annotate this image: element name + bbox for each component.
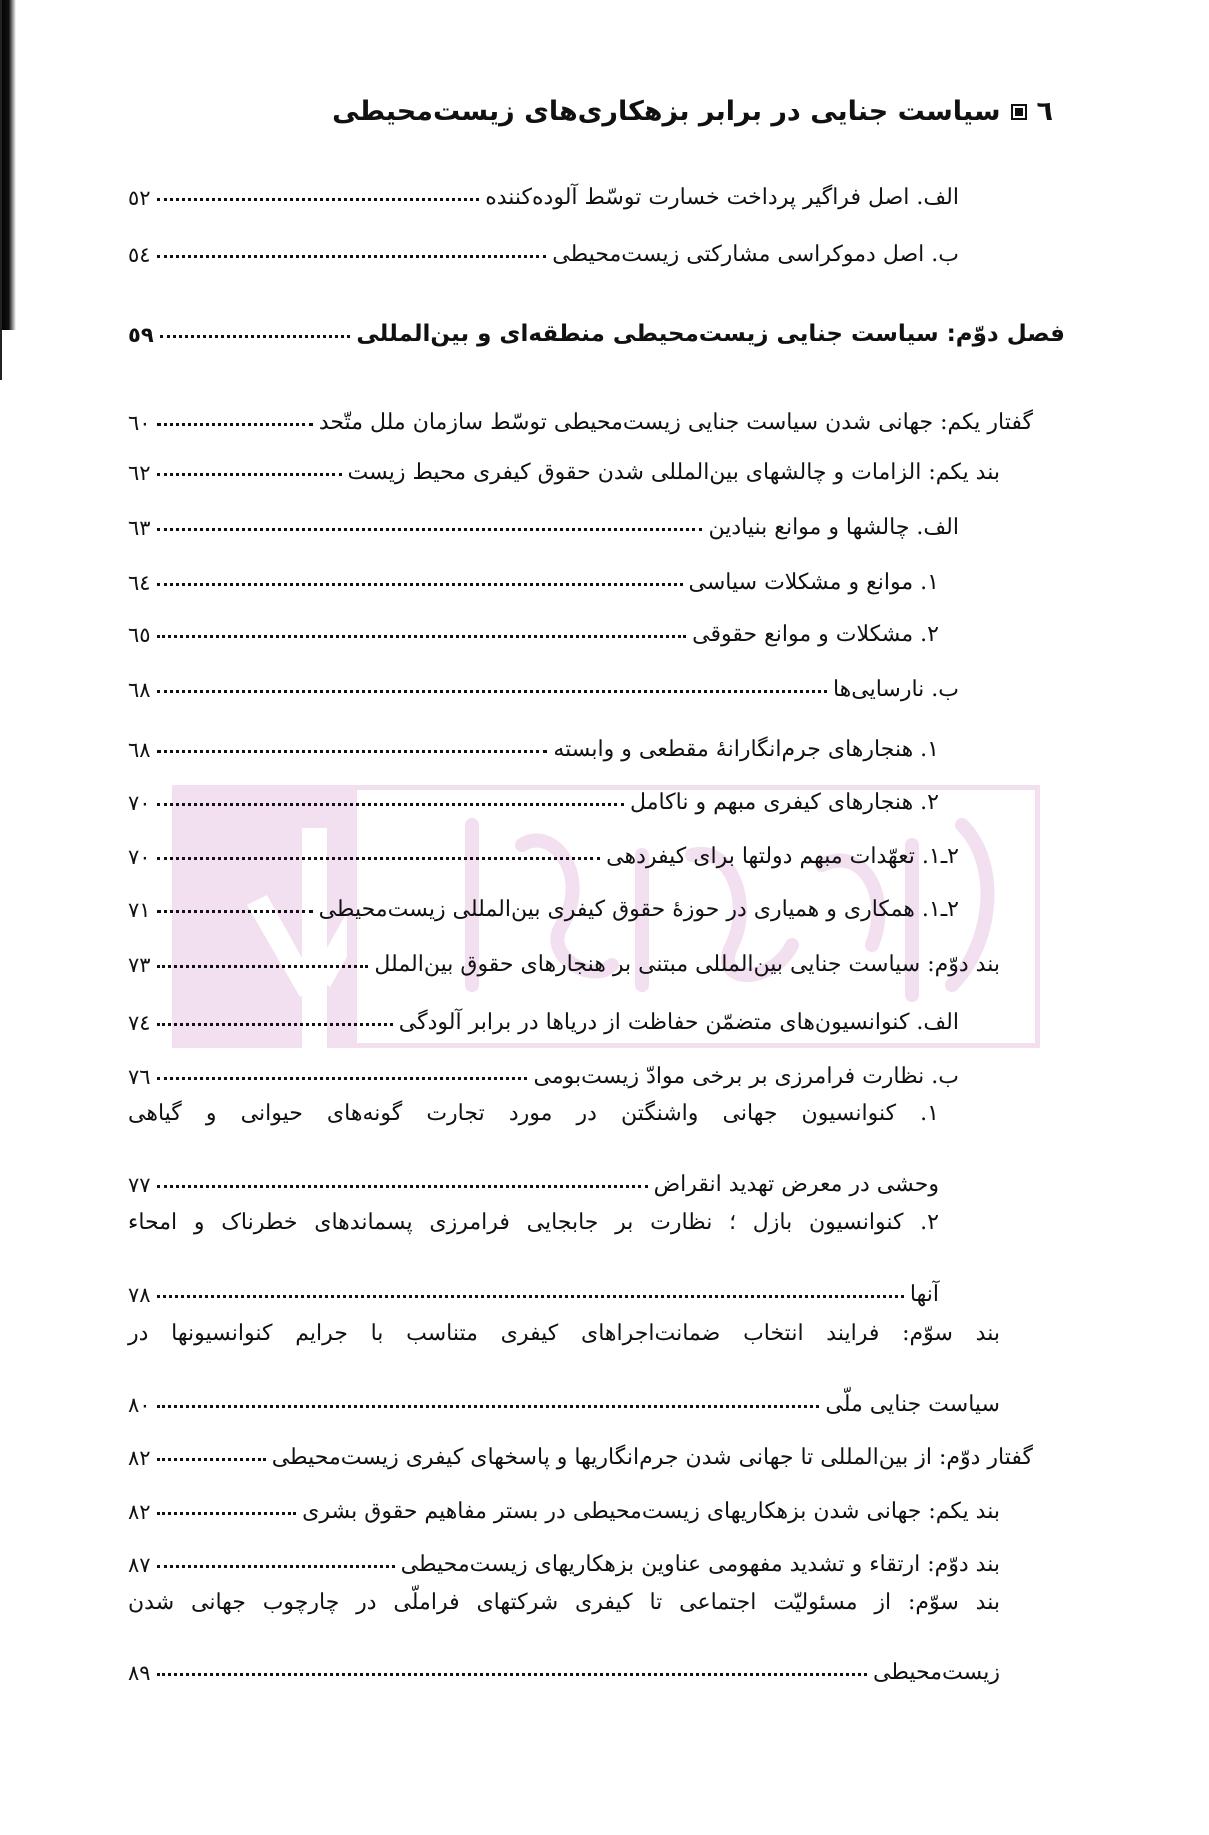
- running-header: [332, 96, 1053, 127]
- toc-entry-title: ٢. هنجارهای کیفری مبهم و ناکامل: [630, 790, 939, 815]
- toc-entry-title: ٢ـ١. همکاری و همیاری در حوزۀ حقوق کیفری بین‌المللی زیست‌محیطی: [318, 897, 959, 922]
- toc-entry-title: ١. موانع و مشکلات سیاسی: [688, 570, 939, 595]
- toc-entry-page: ٧٠: [128, 791, 151, 815]
- header-title: سیاست جنایی در برابر بزهکاری‌های زیست‌محیطی: [332, 96, 1001, 127]
- toc-entry-line1[interactable]: بند سوّم: از مسئولیّت اجتماعی تا کیفری شرکتهای فراملّی در چارچوب جهانی شدن: [128, 1590, 1000, 1615]
- toc-entry-title: گفتار دوّم: از بین‌المللی تا جهانی شدن جرم‌انگاریها و پاسخهای کیفری زیست‌محیطی: [271, 1445, 1033, 1470]
- dot-leader: [157, 750, 548, 753]
- toc-entry-page: ٧١: [128, 898, 151, 922]
- toc-entry-title: ب. نظارت فرامرزی بر برخی موادّ زیست‌بومی: [533, 1064, 959, 1089]
- dot-leader: [157, 473, 342, 476]
- scan-edge-shadow: [0, 0, 16, 330]
- toc-entry-page: ٦٠: [128, 411, 151, 435]
- toc-entry[interactable]: [128, 933, 1000, 977]
- toc-entry[interactable]: [128, 223, 959, 267]
- toc-entry[interactable]: [128, 825, 959, 869]
- toc-entry[interactable]: [128, 878, 959, 922]
- toc-entry-page: ٨٢: [128, 1446, 151, 1470]
- toc-entry[interactable]: [128, 1641, 1000, 1685]
- toc-entry-title: فصل دوّم: سیاست جنایی زیست‌محیطی منطقه‌ای و بین‌المللی: [356, 321, 1065, 347]
- toc-entry-page: ٧٧: [128, 1173, 151, 1197]
- toc-entry[interactable]: [128, 551, 939, 595]
- toc-entry-title: ب. نارسایی‌ها: [832, 677, 959, 702]
- toc-entry-page: ٨٩: [128, 1661, 151, 1685]
- dot-leader: [157, 1565, 395, 1568]
- dot-leader: [157, 1077, 528, 1080]
- toc-entry-page: ٧٨: [128, 1283, 151, 1307]
- square-bullet-icon: [1011, 104, 1027, 120]
- toc-entry-page: ٥٩: [128, 323, 154, 347]
- toc-entry-title: بند دوّم: سیاست جنایی بین‌المللی مبتنی بر هنجارهای حقوق بین‌الملل: [374, 952, 1000, 977]
- toc-entry[interactable]: [128, 658, 959, 702]
- toc-entry-title: آنها: [909, 1282, 939, 1307]
- dot-leader: [157, 1405, 820, 1408]
- toc-entry-title: بند یکم: الزامات و چالشهای بین‌المللی شدن حقوق کیفری محیط زیست: [347, 460, 1000, 485]
- toc-entry[interactable]: [128, 1153, 939, 1197]
- toc-entry[interactable]: [128, 1480, 1000, 1524]
- dot-leader: [157, 1295, 904, 1298]
- dot-leader: [157, 690, 827, 693]
- toc-entry-title: ب. اصل دموکراسی مشارکتی زیست‌محیطی: [552, 242, 959, 267]
- toc-entry[interactable]: [128, 441, 1000, 485]
- toc-entry-title: ٢. مشکلات و موانع حقوقی: [692, 622, 939, 647]
- toc-entry-title: الف. اصل فراگیر پرداخت خسارت توسّط آلوده‌کننده: [485, 185, 959, 210]
- dot-leader: [160, 335, 351, 338]
- toc-entry[interactable]: [128, 391, 1033, 435]
- toc-entry[interactable]: [128, 496, 959, 540]
- dot-leader: [157, 635, 687, 638]
- scan-edge-line: [0, 0, 2, 380]
- toc-entry[interactable]: [128, 1533, 1000, 1577]
- toc-entry-line1[interactable]: بند سوّم: فرایند انتخاب ضمانت‌اجراهای کیفری متناسب با جرایم کنوانسیونها در: [128, 1321, 1000, 1346]
- dot-leader: [157, 1185, 648, 1188]
- toc-entry[interactable]: [128, 1426, 1033, 1470]
- toc-entry[interactable]: [128, 603, 939, 647]
- toc-entry-page: ٧٤: [128, 1011, 151, 1035]
- dot-leader: [157, 255, 547, 258]
- toc-entry-page: ٨٢: [128, 1500, 151, 1524]
- toc-entry-title: وحشی در معرض تهدید انقراض: [653, 1172, 939, 1197]
- dot-leader: [157, 1673, 867, 1676]
- dot-leader: [157, 803, 624, 806]
- toc-entry-page: ٥٢: [128, 186, 151, 210]
- toc-entry[interactable]: [128, 1263, 939, 1307]
- dot-leader: [157, 857, 601, 860]
- toc-entry-page: ٦٢: [128, 461, 151, 485]
- toc-entry-page: ٧٣: [128, 953, 151, 977]
- toc-entry[interactable]: [128, 1045, 959, 1089]
- toc-entry-title: بند دوّم: ارتقاء و تشدید مفهومی عناوین بزهکاریهای زیست‌محیطی: [400, 1552, 1000, 1577]
- toc-entry[interactable]: [128, 718, 939, 762]
- toc-entry-page: ٥٤: [128, 243, 151, 267]
- toc-entry-line1[interactable]: ١. کنوانسیون جهانی واشنگتن در مورد تجارت گونه‌های حیوانی و گیاهی: [128, 1101, 939, 1126]
- toc-entry-line1[interactable]: ٢. کنوانسیون بازل ؛ نظارت بر جابجایی فرامرزی پسماندهای خطرناک و امحاء: [128, 1210, 939, 1235]
- dot-leader: [157, 583, 683, 586]
- dot-leader: [157, 965, 369, 968]
- dot-leader: [157, 1512, 297, 1515]
- dot-leader: [157, 198, 480, 201]
- toc-entry-title: الف. چالشها و موانع بنیادین: [708, 515, 959, 540]
- header-page-number: ٦: [1036, 96, 1053, 127]
- toc-entry-title: گفتار یکم: جهانی شدن سیاست جنایی زیست‌محیطی توسّط سازمان ملل متّحد: [318, 410, 1033, 435]
- toc-entry-page: ٦٨: [128, 678, 151, 702]
- toc-entry[interactable]: [128, 771, 939, 815]
- dot-leader: [157, 1023, 393, 1026]
- toc-entry[interactable]: [128, 991, 959, 1035]
- dot-leader: [157, 528, 703, 531]
- dot-leader: [157, 423, 313, 426]
- toc-entry[interactable]: [128, 166, 959, 210]
- toc-entry-title: زیست‌محیطی: [873, 1660, 1000, 1685]
- toc-entry-page: ٨٧: [128, 1553, 151, 1577]
- dot-leader: [157, 1458, 266, 1461]
- toc-entry-title: ١. هنجارهای جرم‌انگارانۀ مقطعی و وابسته: [553, 737, 939, 762]
- toc-entry-page: ٧٦: [128, 1065, 151, 1089]
- toc-entry-title: ٢ـ١. تعهّدات مبهم دولتها برای کیفردهی: [606, 844, 959, 869]
- toc-entry-page: ٦٨: [128, 738, 151, 762]
- toc-entry-title: الف. کنوانسیون‌های متضمّن حفاظت از دریاها در برابر آلودگی: [398, 1010, 959, 1035]
- toc-entry-page: ٦٤: [128, 571, 151, 595]
- toc-entry-page: ٦٥: [128, 623, 151, 647]
- toc-entry-title: سیاست جنایی ملّی: [825, 1392, 1000, 1417]
- dot-leader: [157, 910, 313, 913]
- toc-entry-page: ٨٠: [128, 1393, 151, 1417]
- toc-entry[interactable]: [128, 1373, 1000, 1417]
- toc-entry-title: بند یکم: جهانی شدن بزهکاریهای زیست‌محیطی در بستر مفاهیم حقوق بشری: [302, 1499, 1000, 1524]
- toc-entry-page: ٧٠: [128, 845, 151, 869]
- toc-entry-page: ٦٣: [128, 516, 151, 540]
- toc-chapter-entry[interactable]: [128, 303, 1065, 347]
